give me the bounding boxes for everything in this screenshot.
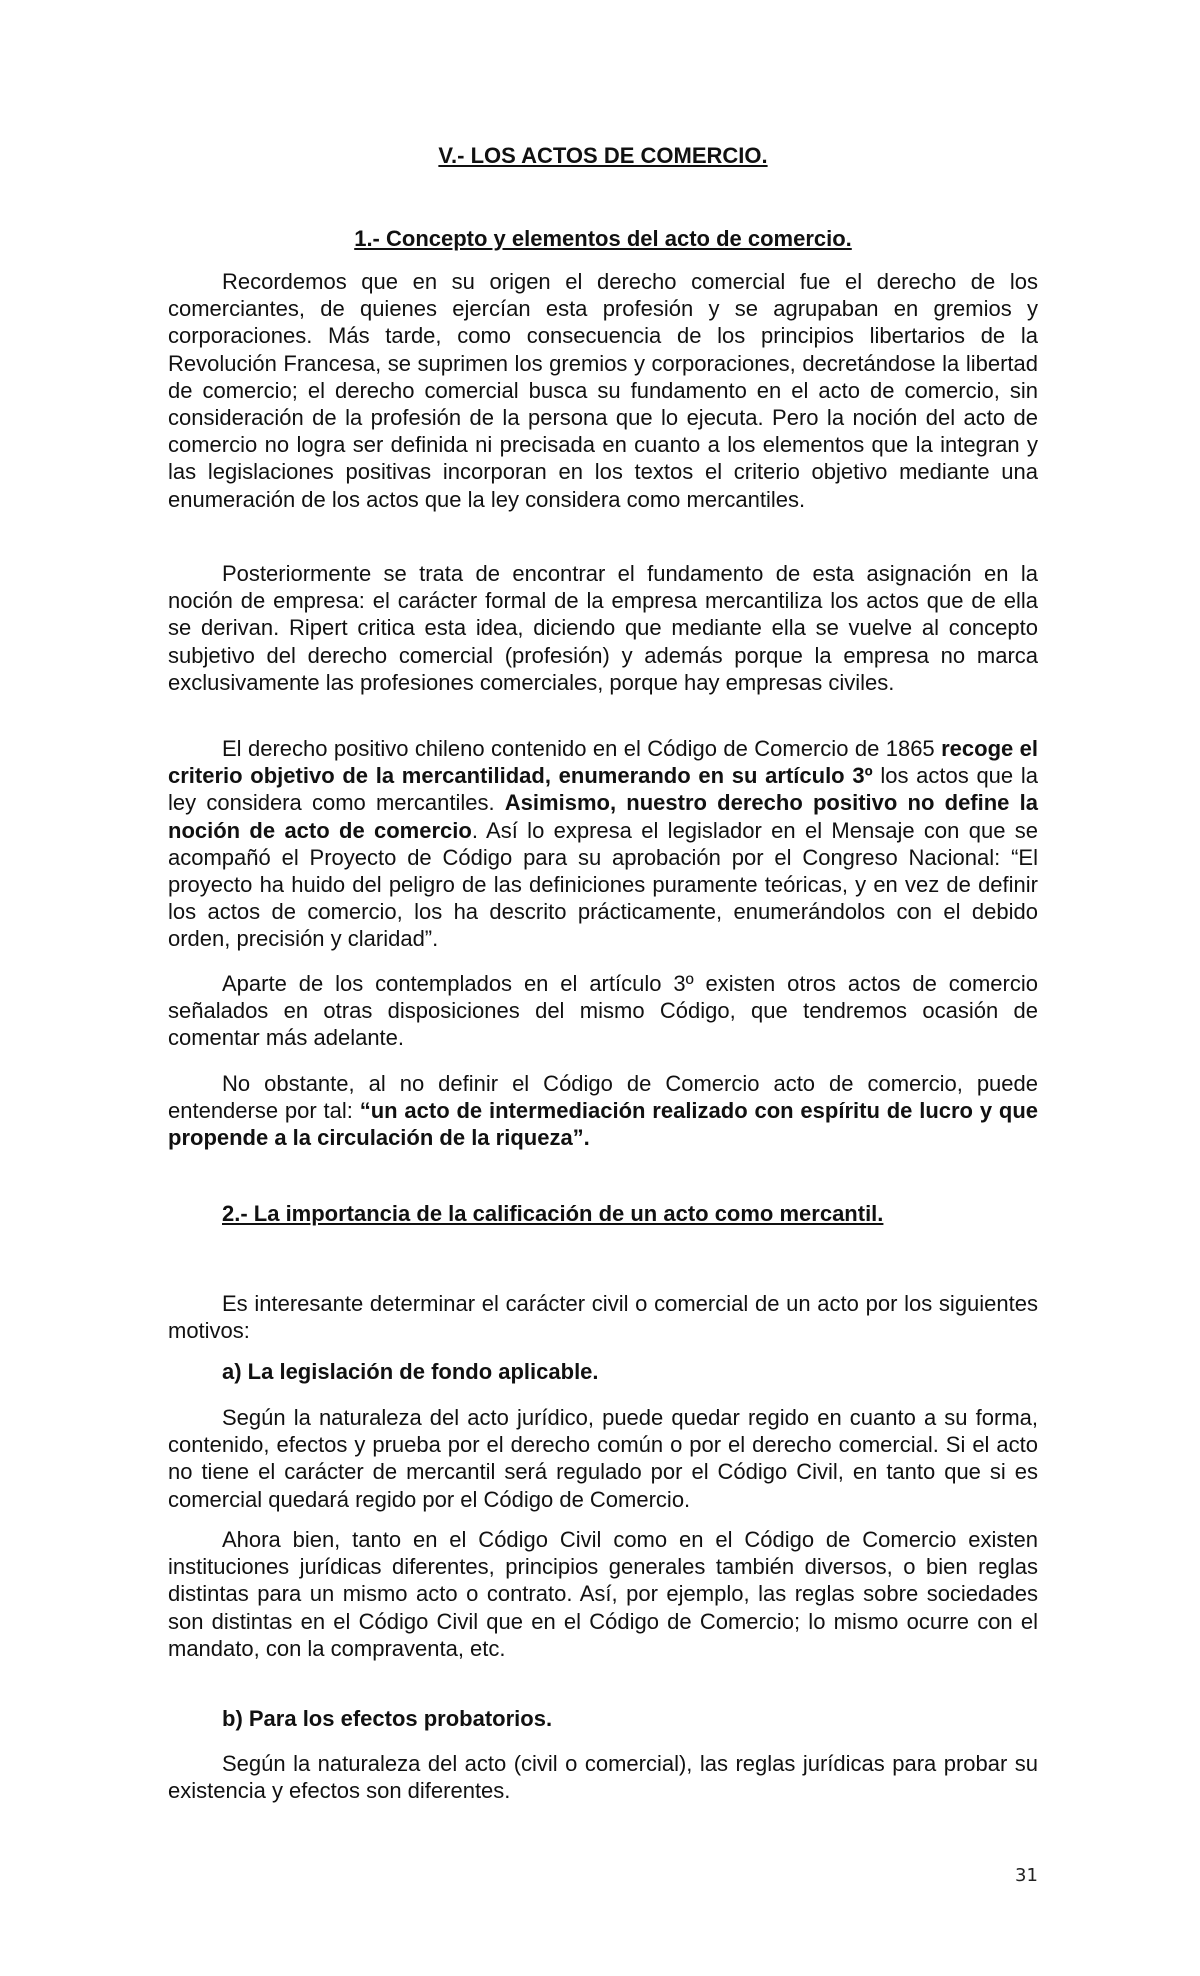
paragraph: Posteriormente se trata de encontrar el fundamento de esta asignación en la noción de empresa: el carácter formal de la empresa mercantiliza los actos que de ella se derivan. Ripert critica esta idea, diciendo que mediante ella se vuelve al concepto subjetivo del derecho comercial (profesión) y además porque la empresa no marca exclusivamente las profesiones comerciales, porque hay empresas civiles. <box>168 561 1038 695</box>
subheading-b: b) Para los efectos probatorios. <box>222 1706 553 1731</box>
paragraph: Ahora bien, tanto en el Código Civil como en el Código de Comercio existen instituciones jurídicas diferentes, principios generales también diversos, o bien reglas distintas para un mismo acto o contrato. Así, por ejemplo, las reglas sobre sociedades son distintas en el Código Civil que en el Código de Comercio; lo mismo ocurre con el mandato, con la compraventa, etc. <box>168 1527 1038 1661</box>
paragraph: El derecho positivo chileno contenido en el Código de Comercio de 1865 recoge el criterio objetivo de la mercantilidad, enumerando en su artículo 3º los actos que la ley considera como mercantiles. Asimismo, nuestro derecho positivo no define la noción de acto de comercio. Así lo expresa el legislador en el Mensaje con que se acompañó el Proyecto de Código para su aprobación por el Congreso Nacional: “El proyecto ha huido del peligro de las definiciones puramente teóricas, y en vez de definir los actos de comercio, los ha descrito prácticamente, enumerándolos con el debido orden, precisión y claridad”. <box>168 736 1038 952</box>
paragraph: Según la naturaleza del acto (civil o comercial), las reglas jurídicas para probar su existencia y efectos son diferentes. <box>168 1751 1038 1804</box>
paragraph: Recordemos que en su origen el derecho comercial fue el derecho de los comerciantes, de quienes ejercían esta profesión y se agrupaban en gremios y corporaciones. Más tarde, como consecuencia de los principios libertarios de la Revolución Francesa, se suprimen los gremios y corporaciones, decretándose la libertad de comercio; el derecho comercial busca su fundamento en el acto de comercio, sin consideración de la profesión de la persona que lo ejecuta. Pero la noción del acto de comercio no logra ser definida ni precisada en cuanto a los elementos que la integran y las legislaciones positivas incorporan en los textos el criterio objetivo mediante una enumeración de los actos que la ley considera como mercantiles. <box>168 269 1038 512</box>
paragraph: Es interesante determinar el carácter civil o comercial de un acto por los siguientes motivos: <box>168 1291 1038 1344</box>
section-2-heading: 2.- La importancia de la calificación de un acto como mercantil. <box>222 1201 884 1226</box>
paragraph: Según la naturaleza del acto jurídico, puede quedar regido en cuanto a su forma, contenido, efectos y prueba por el derecho común o por el derecho comercial. Si el acto no tiene el carácter de mercantil será regulado por el Código Civil, en tanto que si es comercial quedará regido por el Código de Comercio. <box>168 1405 1038 1512</box>
page-number: 31 <box>1015 1865 1038 1886</box>
subheading-a: a) La legislación de fondo aplicable. <box>222 1359 599 1384</box>
section-1-heading: 1.- Concepto y elementos del acto de comercio. <box>354 226 852 251</box>
page-title: V.- LOS ACTOS DE COMERCIO. <box>438 143 768 168</box>
paragraph: No obstante, al no definir el Código de Comercio acto de comercio, puede entenderse por tal: “un acto de intermediación realizado con espíritu de lucro y que propende a la circulación de la riqueza”. <box>168 1071 1038 1151</box>
paragraph: Aparte de los contemplados en el artículo 3º existen otros actos de comercio señalados en otras disposiciones del mismo Código, que tendremos ocasión de comentar más adelante. <box>168 971 1038 1051</box>
